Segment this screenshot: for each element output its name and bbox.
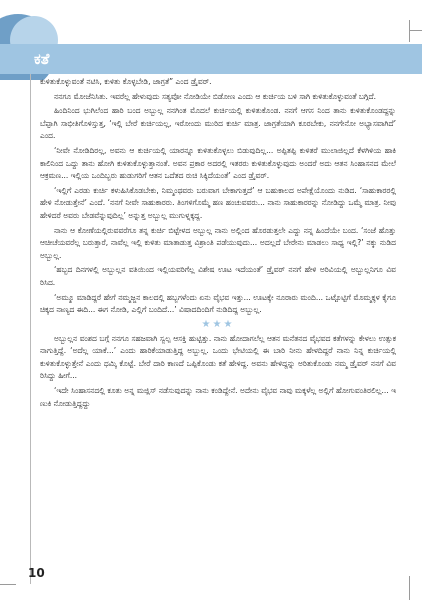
paragraph: ‘ಇಲ್ಲಿಗೆ ಎರಡು ಕುರ್ಚಿ ಕಳುಹಿಸಿಕೊಡಬೇಕು, ನಿಮ್ಮಂಥವರು ಬರುವಾಗ ಬೇಕಾಗುತ್ತದೆ’ ಆ ಬಹುಕಾಲದ ಅಪೇಕ್ಷೆಯೊಂದು ನುಡಿದ. ‘ಸಾಹುಕಾರರಲ್ಲಿ ಹೇಳಿ ನೋಡುತ್ತೇನೆ’ ಎಂದೆ. ‘ನನಗೆ ನೀವೇ ಸಾಹುಕಾರರು. ತಿಂಗಳಿಗೊಮ್ಮೆ ಹಣ ಹಂಚುವವರು... ನಾನು ಸಾಹುಕಾರರನ್ನು ನೋಡಿದ್ದು ಒಮ್ಮೆ ಮಾತ್ರ. ನೀವು ಹೇಳಿದರೆ ಅವರು ಬೇಡವೆನ್ನುವುದಿಲ್ಲ’ ಅನ್ನುತ್ತ ಅಬ್ಬುಲ್ಲ ಮುಗುಳ್ನಕ್ಕದ್ದ. bbox=[40, 185, 396, 220]
paragraph: ನನಗೂ ಮೋಜೆನಿಸಿತು. ಇವರೆಲ್ಲ ಹೇಳುವುದು ಸತ್ಯವೋ ನೋಡಿಯೇ ಬಿಡೋಣ ಎಂದು ಆ ಕುರ್ಚಿಯ ಬಳಿ ಸಾಗಿ ಕುಳಿತುಕೊಳ್ಳುವಂತೆ ಬಗ್ಗಿದೆ. bbox=[54, 91, 377, 101]
story-body bbox=[40, 76, 396, 412]
paragraph: ಹಿಂದಿನಿಂದ ಭುಗಿಲೆಂದ ಹಾರಿ ಬಂದ ಅಬ್ಬುಲ್ಲ ನನಗಿಂತ ಮೊದಲೆ ಕುರ್ಚಿಯಲ್ಲಿ ಕುಳಿತುಕೊಂಡ. ನನಗೆ ಆಗಸ ನಿಂದ ತಾನು ಕುಳಿತುಕೊಂಡದ್ದನ್ನು ಬೆಪ್ಪಾಗಿ ಸಾಭೀತಿಗೊಳಿಸ್ತುತ್ತ, ‘ಇಲ್ಲಿ ಬೇರೆ ಕುರ್ಚಿಯಲ್ಲ, ಇರೋಂದು ಮುರಿದ ಕುರ್ಚಿ ಮಾತ್ರ. ಜಾಗ್ರತೆಯಾಗಿ ಕೂರಬೇಕು, ನನಗೇನೋ ಅಭ್ಯಾಸವಾಗಿದೆ’ ಎಂದ. bbox=[40, 106, 396, 141]
paragraph: ಕುಳಿತುಕೊಳ್ಳುವಂತೆ ನಟಿಸಿ, ಕುಳಿತು ಕೊಳ್ಳಬೇಡಿ, ಜಾಗ್ರತೆ” ಎಂದ ಡ್ರೈವರ್. bbox=[40, 77, 212, 86]
crop-mark bbox=[409, 576, 410, 600]
paragraph: ಅಬ್ಬುಲ್ಲನ ವಂಶದ ಬಗ್ಗೆ ನನಗೂ ಸಹಜವಾಗಿ ಸ್ವಲ್ಪ ಆಸಕ್ತಿ ಹುಟ್ಟಿತ್ತು. ನಾನು ಹೋದಾಗಲೆಲ್ಲ ಆತನ ಮನೆತನದ ವೈಭವದ ಕತೆಗಳನ್ನು ಕೇಳಲು ಉತ್ಸುಕನಾಗುತ್ತಿದ್ದೆ. ‘ಅದೆಲ್ಲ ಯಾಕೆ...’ ಎಂದು ಹಾರಿಕೆಯಾಡುತ್ತಿದ್ದ ಅಬ್ಬುಲ್ಲ. ಒಂದು ಭೇಟಿಯಲ್ಲಿ ಈ ಬಾರಿ ನೀನು ಹೇಳದಿದ್ದರೆ ನಾನು ನಿನ್ನ ಕುರ್ಚಿಯಲ್ಲಿ ಕುಳಿತುಕೊಳ್ಳುತ್ತೇನೆ ಎಂದು ಧಮ್ಕಿ ಕೊಟ್ಟೆ. ಬೇರೆ ದಾರಿ ಕಾಣದೆ ಒಪ್ಪಿಕೊಂಡು ಕತೆ ಹೇಳಿದ್ದ. ಅವನು ಹೇಳಿದ್ದನ್ನು ಅರಿತುಕೊಂಡು ನಮ್ಮ ಡ್ರೈವರ್ ನನಗೆ ವಿವರಿಸಿದ್ದು ಹೀಗೆ... bbox=[40, 333, 396, 381]
paragraph: ‘ಅಮ್ಮೂ ಮಾಡಿದ್ದರೆ ಹೇಗೆ ನಮ್ಮಜ್ಜನ ಕಾಲದಲ್ಲಿ ಹಬ್ಬಗಳೆಂದು ಏನು ವೈಭವ ಇತ್ತು... ಊಟಕ್ಕೇ ನೂರಾರು ಮಂದಿ... ಒಟ್ಟೊಟ್ಟಿಗೆ ಮೊಮ್ಮಕ್ಕಳ ಕೈಗೂ ಚಿಕ್ಕದ ನಾಣ್ಯದ ಈದಿ... ಈಗ ನೋಡಿ, ಎಲ್ಲಿಗೆ ಬಂದಿದೆ...’ ವಿಷಾದದಿಂದಿಗೆ ನುಡಿದಿದ್ದ ಅಬ್ಬುಲ್ಲ. bbox=[40, 292, 396, 315]
paragraph: ‘ಇದೇ ಸಿಂಹಾಸನದಲ್ಲಿ ಕೂತು ಅನ್ನ ಮಜ್ಲಿಸ್ ನಡೆಸುವುದನ್ನು ನಾನು ಕಂಡಿದ್ದೇನೆ. ಅದೇನು ವೈಭವ ನಾವು ಮಕ್ಕಳೆಲ್ಲ ಅಲ್ಲಿಗೆ ಹೋಗುವಂತಿರಲಿಲ್ಲ... ಇಣುಕಿ ನೋಡುತ್ತಿದ್ದದ್ದು bbox=[40, 386, 396, 408]
crop-mark bbox=[409, 20, 410, 42]
crop-mark bbox=[0, 584, 16, 585]
margin-rule bbox=[30, 74, 31, 584]
section-title: ಕತೆ bbox=[34, 50, 50, 68]
section-header-band bbox=[0, 44, 422, 74]
paragraph: ‘ನೀವೇ ನೋಡಿದಿರಲ್ಲ, ಅವನು ಆ ಕುರ್ಚಿಯಲ್ಲಿ ಯಾರನ್ನೂ ಕುಳಿತುಕೊಳ್ಳಲು ಬಿಡುವುದಿಲ್ಲ... ಅಪ್ಪಿತಪ್ಪಿ ಕುಳಿತರೆ ಮುಲಾಜಿಲ್ಲದೆ ಕೆಳಗಿಳಿಯ ಹಾಕಿ ಕಾಲಿನಿಂದ ಒದ್ದು ತಾನು ಹೋಗಿ ಕುಳಿತುಕೊಳ್ಳುತ್ತಾನಂತೆ. ಅವನ ಪ್ರಕಾರ ಅದರಲ್ಲಿ ಇತರರು ಕುಳಿತುಕೊಳ್ಳುವುದು ಅಂದರೆ ಅದು ಆತನ ಸಿಂಹಾಸನದ ಮೇಲೆ ಆಕ್ರಮಣ... ಇಲ್ಲಿಯ ಒಂದಿಬ್ಬರು ಹುಡುಗರಿಗೆ ಆತನ ಒದೆತದ ರುಚಿ ಸಿಕ್ಕಿದೆಯಂತೆ’ ಎಂದ ಡ್ರೈವರ್. bbox=[40, 145, 396, 181]
paragraph: ‘ಹಬ್ಬದ ದಿನಗಳಲ್ಲಿ ಅಬ್ಬುಲ್ಲನ ವತಿಯಿಂದ ಇಲ್ಲಿಯವರಿಗೆಲ್ಲ ವಿಶೇಷ ಊಟ ಇದೆಯಂತೆ’ ಡ್ರೈವರ್ ನನಗೆ ಹೇಳಿ ಅರಿವಿಯಲ್ಲಿ ಅಬ್ಬುಲ್ಲನಿಗೂ ವಿವರಿಸಿದ. bbox=[40, 265, 396, 287]
page-number: 10 bbox=[28, 566, 45, 580]
paragraph: ನಾನು ಆ ಕೋಣೆಯಲ್ಲಿರುವವರೆಗೂ ತನ್ನ ಕುರ್ಚಿ ಬಿಟ್ಟೇಳದ ಅಬ್ಬುಲ್ಲ ನಾನು ಅಲ್ಲಿಂದ ಹೊರಡುತ್ತಲೇ ಎದ್ದು ನನ್ನ ಹಿಂದೆಯೇ ಬಂದ. ‘ಸಂಜೆ ಹೊತ್ತು ಆಚೀಚೆಯವರೆಲ್ಲ ಬರುತ್ತಾರೆ, ನಾವೆಲ್ಲ ಇಲ್ಲಿ ಕುಳಿತು ಮಾತಾಡುತ್ತ ವಿಶ್ರಾಂತಿ ಪಡೆಯುವುದು... ಅದಲ್ಲದೆ ಬೇರೇನು ಮಾಡಲು ಸಾಧ್ಯ ಇಲ್ಲಿ?’ ನಕ್ಕು ನುಡಿದ ಅಬ್ಬುಲ್ಲ. bbox=[40, 225, 396, 260]
crop-mark bbox=[410, 30, 422, 31]
section-divider: ★★★ bbox=[201, 318, 235, 330]
